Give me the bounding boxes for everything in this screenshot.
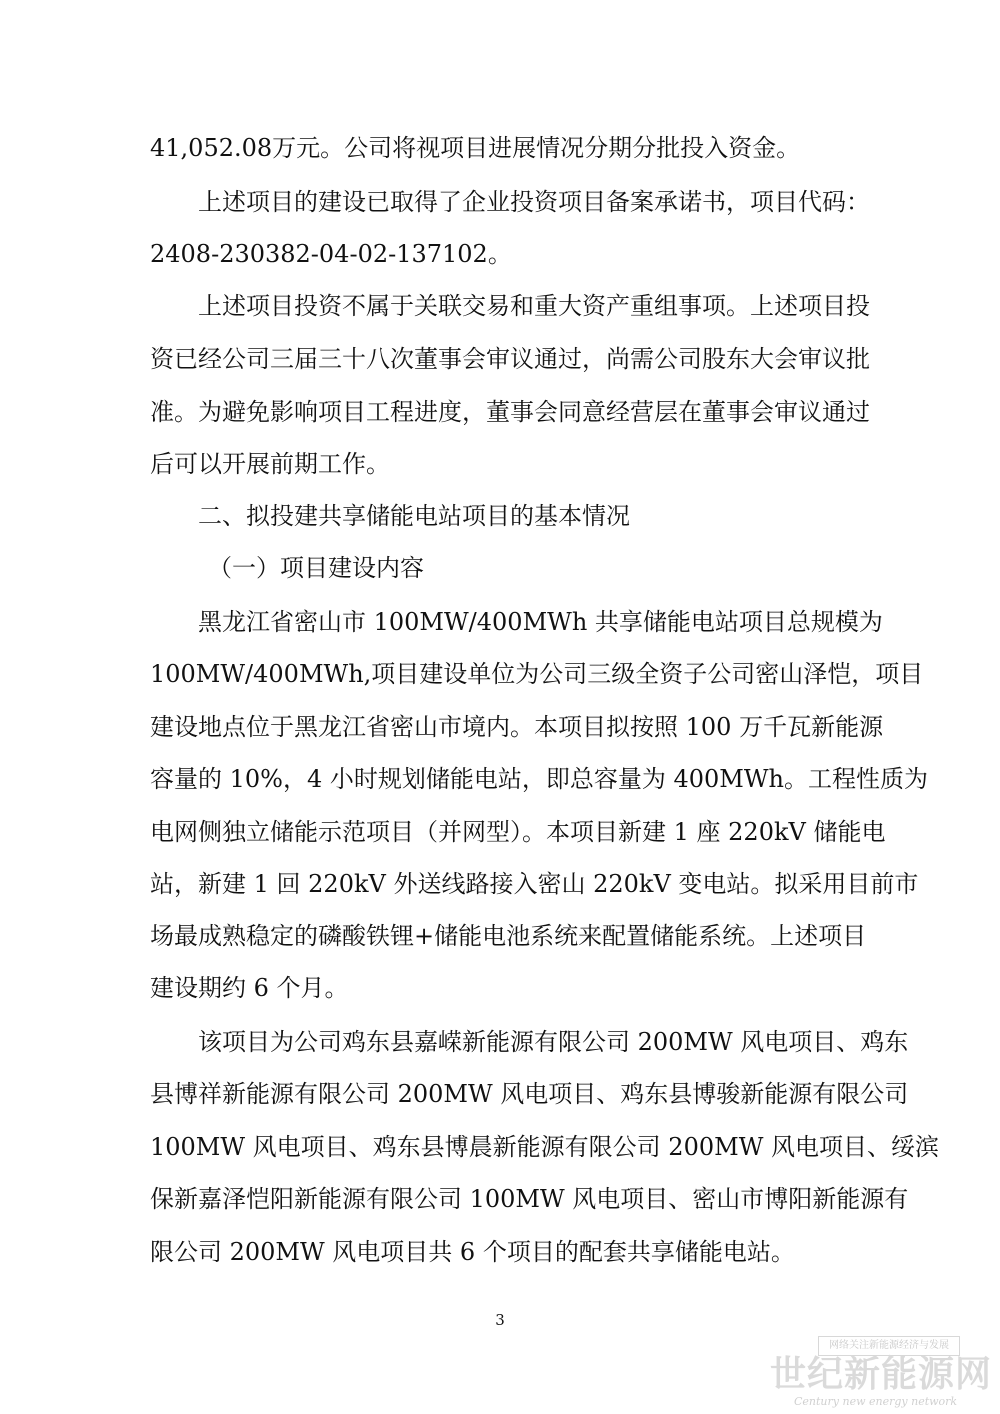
page-number: 3: [495, 1311, 505, 1329]
paragraph-line-4: 上述项目投资不属于关联交易和重大资产重组事项。上述项目投: [198, 292, 870, 320]
watermark-name-en: Century new energy network: [794, 1395, 958, 1408]
paragraph-line-22: 限公司 200MW 风电项目共 6 个项目的配套共享储能电站。: [150, 1238, 795, 1266]
paragraph-line-21: 保新嘉泽恺阳新能源有限公司 100MW 风电项目、密山市博阳新能源有: [150, 1185, 909, 1213]
paragraph-line-5: 资已经公司三届三十八次董事会审议通过，尚需公司股东大会审议批: [150, 345, 870, 373]
paragraph-line-2: 上述项目的建设已取得了企业投资项目备案承诺书，项目代码：: [198, 188, 870, 216]
paragraph-line-11: 100MW/400MWh,项目建设单位为公司三级全资子公司密山泽恺，项目: [150, 660, 924, 688]
paragraph-line-12: 建设地点位于黑龙江省密山市境内。本项目拟按照 100 万千瓦新能源: [150, 713, 884, 741]
paragraph-line-13: 容量的 10%，4 小时规划储能电站，即总容量为 400MWh。工程性质为: [150, 765, 929, 793]
paragraph-line-1: 41,052.08万元。公司将视项目进展情况分期分批投入资金。: [150, 134, 801, 162]
paragraph-line-14: 电网侧独立储能示范项目（并网型）。本项目新建 1 座 220kV 储能电: [150, 818, 886, 846]
project-code-line: 2408-230382-04-02-137102。: [150, 240, 512, 268]
paragraph-line-7: 后可以开展前期工作。: [150, 450, 390, 478]
paragraph-line-19: 县博祥新能源有限公司 200MW 风电项目、鸡东县博骏新能源有限公司: [150, 1080, 909, 1108]
paragraph-line-16: 场最成熟稳定的磷酸铁锂+储能电池系统来配置储能系统。上述项目: [150, 922, 867, 950]
watermark-name: 世纪新能源网: [770, 1354, 993, 1395]
paragraph-line-20: 100MW 风电项目、鸡东县博晨新能源有限公司 200MW 风电项目、绥滨: [150, 1133, 939, 1161]
watermark-tagline: 网络关注新能源经济与发展: [818, 1336, 960, 1356]
section-heading: 二、拟投建共享储能电站项目的基本情况: [198, 502, 630, 530]
paragraph-line-17: 建设期约 6 个月。: [150, 974, 349, 1002]
paragraph-line-15: 站，新建 1 回 220kV 外送线路接入密山 220kV 变电站。拟采用目前市: [150, 870, 919, 898]
paragraph-line-18: 该项目为公司鸡东县嘉嵘新能源有限公司 200MW 风电项目、鸡东: [198, 1028, 909, 1056]
paragraph-line-10: 黑龙江省密山市 100MW/400MWh 共享储能电站项目总规模为: [198, 608, 883, 636]
watermark-logo: [770, 1336, 993, 1410]
subsection-heading: （一）项目建设内容: [208, 554, 424, 582]
paragraph-line-6: 准。为避免影响项目工程进度，董事会同意经营层在董事会审议通过: [150, 398, 870, 426]
